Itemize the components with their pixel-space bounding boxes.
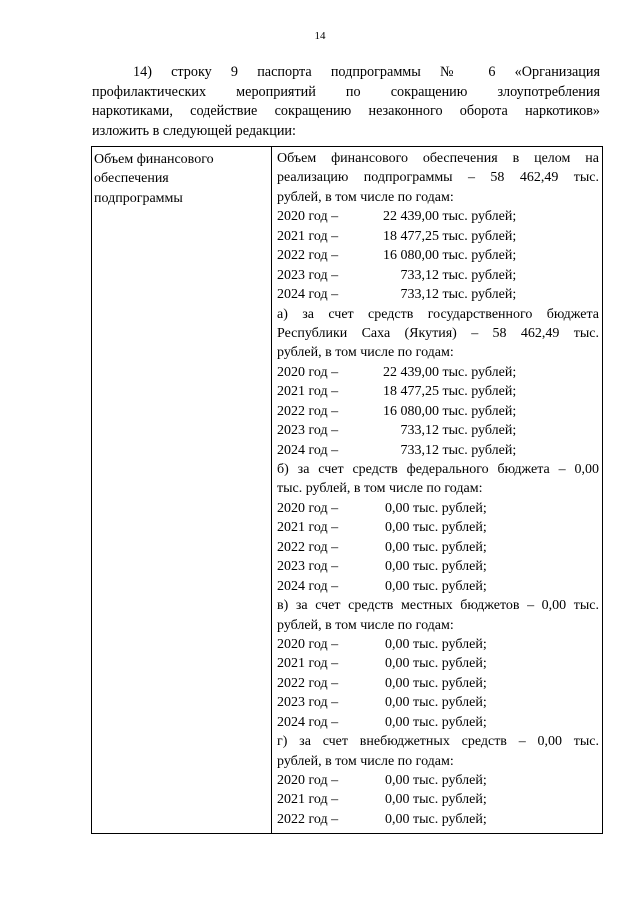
year-row bbox=[277, 285, 599, 304]
section-line: рублей, в том числе по годам: bbox=[277, 753, 454, 769]
year-value: 733,12 тыс. рублей; bbox=[383, 287, 517, 303]
year-label: 2021 год – bbox=[277, 228, 339, 244]
extrabudgetary-block bbox=[277, 732, 599, 829]
year-label: 2022 год – bbox=[277, 675, 339, 691]
intro-line: изложить в следующей редакции: bbox=[92, 122, 296, 139]
year-row bbox=[277, 421, 599, 440]
year-value: 22 439,00 тыс. рублей; bbox=[383, 364, 517, 380]
year-row bbox=[277, 577, 599, 596]
year-row bbox=[277, 402, 599, 421]
year-label: 2022 год – bbox=[277, 539, 339, 555]
year-label: 2023 год – bbox=[277, 423, 339, 439]
summary-line: реализацию подпрограммы – 58 462,49 тыс. bbox=[277, 170, 599, 186]
year-row bbox=[277, 207, 599, 226]
year-label: 2020 год – bbox=[277, 209, 339, 225]
year-label: 2020 год – bbox=[277, 636, 339, 652]
year-value: 0,00 тыс. рублей; bbox=[385, 578, 487, 594]
year-label: 2022 год – bbox=[277, 811, 339, 827]
year-value: 16 080,00 тыс. рублей; bbox=[383, 248, 517, 264]
year-label: 2020 год – bbox=[277, 364, 339, 380]
section-line: рублей, в том числе по годам: bbox=[277, 345, 454, 361]
label-line: подпрограммы bbox=[94, 190, 183, 206]
section-line: Республики Саха (Якутия) – 58 462,49 тыс. bbox=[277, 325, 599, 341]
year-value: 0,00 тыс. рублей; bbox=[385, 636, 487, 652]
year-label: 2021 год – bbox=[277, 384, 339, 400]
summary-line: Объем финансового обеспечения в целом на bbox=[277, 151, 599, 166]
year-label: 2022 год – bbox=[277, 403, 339, 419]
year-row bbox=[277, 382, 599, 401]
year-value: 0,00 тыс. рублей; bbox=[385, 500, 487, 516]
year-row bbox=[277, 518, 599, 537]
year-value: 0,00 тыс. рублей; bbox=[385, 675, 487, 691]
amendment-paragraph bbox=[92, 63, 600, 141]
year-value: 16 080,00 тыс. рублей; bbox=[383, 403, 517, 419]
section-line: рублей, в том числе по годам: bbox=[277, 617, 454, 633]
year-label: 2020 год – bbox=[277, 773, 339, 788]
row-label-cell bbox=[92, 147, 272, 834]
year-label: 2024 год – bbox=[277, 287, 339, 303]
summary-block bbox=[277, 149, 599, 305]
summary-line: рублей, в том числе по годам: bbox=[277, 189, 454, 205]
year-value: 0,00 тыс. рублей; bbox=[385, 539, 487, 555]
local-budget-block bbox=[277, 596, 599, 732]
cell-bottom-padding bbox=[277, 829, 599, 833]
label-line: обеспечения bbox=[94, 171, 169, 187]
year-value: 0,00 тыс. рублей; bbox=[385, 520, 487, 536]
year-label: 2024 год – bbox=[277, 442, 339, 458]
intro-line: наркотиками, содействие сокращению незаконного оборота наркотиков» bbox=[92, 103, 600, 119]
year-label: 2021 год – bbox=[277, 520, 339, 536]
section-line: б) за счет средств федерального бюджета – 0,00 bbox=[277, 462, 599, 477]
year-value: 733,12 тыс. рублей; bbox=[383, 267, 517, 283]
year-row bbox=[277, 790, 599, 809]
passport-table bbox=[91, 146, 603, 834]
year-row bbox=[277, 674, 599, 693]
year-value: 0,00 тыс. рублей; bbox=[385, 811, 487, 827]
year-value: 0,00 тыс. рублей; bbox=[385, 656, 487, 672]
page-number: 14 bbox=[314, 30, 326, 42]
intro-line: профилактических мероприятий по сокращению злоупотребления bbox=[92, 83, 600, 100]
table-row bbox=[92, 147, 603, 834]
year-row bbox=[277, 810, 599, 829]
year-label: 2023 год – bbox=[277, 695, 339, 711]
year-value: 0,00 тыс. рублей; bbox=[385, 559, 487, 575]
year-row bbox=[277, 557, 599, 576]
year-row bbox=[277, 693, 599, 712]
year-row bbox=[277, 713, 599, 732]
year-row bbox=[277, 538, 599, 557]
year-label: 2023 год – bbox=[277, 267, 339, 283]
year-label: 2023 год – bbox=[277, 559, 339, 575]
year-value: 0,00 тыс. рублей; bbox=[385, 695, 487, 711]
year-row bbox=[277, 363, 599, 382]
year-value: 733,12 тыс. рублей; bbox=[383, 423, 517, 439]
section-line: г) за счет внебюджетных средств – 0,00 тыс. bbox=[277, 734, 599, 750]
year-row bbox=[277, 499, 599, 518]
year-label: 2024 год – bbox=[277, 714, 339, 730]
federal-budget-block bbox=[277, 460, 599, 596]
row-content-cell bbox=[272, 147, 603, 834]
year-row bbox=[277, 654, 599, 673]
year-value: 0,00 тыс. рублей; bbox=[385, 714, 487, 730]
label-line: Объем финансового bbox=[94, 152, 214, 167]
year-row bbox=[277, 266, 599, 285]
year-value: 22 439,00 тыс. рублей; bbox=[383, 209, 517, 225]
year-row bbox=[277, 635, 599, 654]
section-line: в) за счет средств местных бюджетов – 0,00 тыс. bbox=[277, 598, 599, 614]
section-line: тыс. рублей, в том числе по годам: bbox=[277, 481, 483, 497]
year-value: 0,00 тыс. рублей; bbox=[385, 792, 487, 808]
year-label: 2021 год – bbox=[277, 792, 339, 808]
section-line: а) за счет средств государственного бюджета bbox=[277, 306, 599, 322]
year-row bbox=[277, 227, 599, 246]
state-budget-block bbox=[277, 305, 599, 461]
year-row bbox=[277, 246, 599, 265]
year-value: 0,00 тыс. рублей; bbox=[385, 773, 487, 788]
year-row bbox=[277, 441, 599, 460]
year-label: 2022 год – bbox=[277, 248, 339, 264]
year-label: 2024 год – bbox=[277, 578, 339, 594]
year-label: 2020 год – bbox=[277, 500, 339, 516]
year-label: 2021 год – bbox=[277, 656, 339, 672]
year-value: 733,12 тыс. рублей; bbox=[383, 442, 517, 458]
year-row bbox=[277, 771, 599, 790]
year-value: 18 477,25 тыс. рублей; bbox=[383, 228, 517, 244]
intro-line: 14) строку 9 паспорта подпрограммы № 6 «Организация bbox=[133, 64, 600, 80]
year-value: 18 477,25 тыс. рублей; bbox=[383, 384, 517, 400]
